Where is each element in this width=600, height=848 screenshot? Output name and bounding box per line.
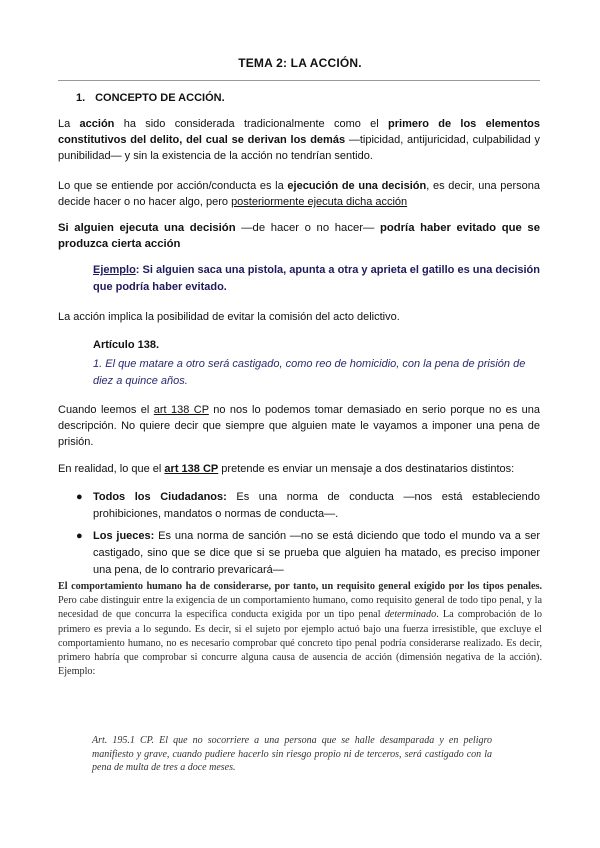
text-run: . La comprobación de lo primero es previa a lo segundo. Es decir, si el sujeto por ejemplo actuó bajo una fuerza irresistible, que excluye el comportamiento humano, no es necesario comprobar qué concreto tipo penal podría considerarse realizado. Es decir, primero habría que comprobar si concurre alguna causa de ausencia de acción (dimensión negativa de la acción). Ejemplo: — [58, 609, 543, 678]
paragraph-art-138 — [58, 402, 540, 450]
text-run: ha sido considerada tradicionalmente como el — [114, 118, 389, 130]
section-number: 1. — [76, 92, 86, 104]
bold-run: El comportamiento humano ha de considerarse, por tanto, un requisito general exigido por los tipos penales. — [58, 581, 542, 592]
underlined-run: posteriormente ejecuta dicha acción — [231, 196, 408, 208]
bold-run: primero de los elementos constitutivos del delito, del cual se derivan los demás — [58, 118, 541, 146]
text-run: —de hacer o no hacer— — [235, 222, 380, 234]
bold-run: ejecución de una decisión — [287, 180, 427, 192]
text-run: , es decir, una persona decide hacer o no hacer algo, pero — [58, 180, 541, 208]
text-run: pretende es enviar un mensaje a dos destinatarios distintos: — [218, 463, 515, 475]
paragraph-destinatarios — [58, 461, 540, 477]
list-item — [76, 528, 540, 579]
paragraph-decision — [58, 220, 540, 252]
example-callout — [93, 262, 540, 296]
text-run: Cuando leemos el — [58, 404, 154, 416]
article-body: 1. El que matare a otro será castigado, como reo de homicidio, con la pena de prisión de diez a quince años. — [93, 358, 526, 387]
text-run: —tipicidad, antijuricidad, culpabilidad y punibilidad— y sin la existencia de la acción no tendrían sentido. — [58, 134, 540, 162]
bold-run: Si alguien ejecuta una decisión — [58, 222, 236, 234]
bold-run: podría haber evitado que se produzca cierta acción — [58, 222, 540, 250]
paragraph-accion-definition — [58, 116, 540, 164]
page-title: TEMA 2: LA ACCIÓN. — [238, 56, 362, 70]
text-run: Pero cabe distinguir entre la exigencia de un comportamiento humano, como requisito general de todo tipo penal, y la necesidad de que concurra la específica conducta exigida por un tipo penal — [58, 595, 542, 621]
bullet-icon: ● — [76, 530, 83, 542]
section-label: CONCEPTO DE ACCIÓN. — [95, 92, 225, 104]
example-text: : Si alguien saca una pistola, apunta a otra y aprieta el gatillo es una decisión que podría haber evitado. — [93, 264, 540, 293]
bullet-label: Todos los Ciudadanos: — [93, 491, 227, 503]
list-item — [76, 489, 540, 523]
italic-run: determinado — [384, 609, 437, 621]
bold-run: acción — [79, 118, 115, 130]
paragraph-accion-conducta — [58, 178, 540, 210]
text-run: no nos lo podemos tomar demasiado en serio porque no es una descripción. No quiere decir que siempre que alguien mate le vayamos a imponer una pena de prisión. — [58, 404, 540, 448]
text-run: En realidad, lo que el — [58, 463, 165, 475]
scanned-article-quote: Art. 195.1 CP. El que no socorriere a una persona que se halle desamparada y en peligro manifiesto y grave, cuando pudiere hacerlo sin riesgo propio ni de terceros, será castigado con la pena de multa de tres a doce meses. — [92, 735, 492, 773]
article-title: Artículo 138. — [93, 339, 160, 351]
bullet-text: Es una norma de conducta —nos está estableciendo prohibiciones, mandatos o normas de conducta—. — [93, 491, 540, 520]
scanned-excerpt-text — [58, 580, 542, 679]
article-reference: art 138 CP — [153, 404, 209, 416]
bullet-text: Es una norma de sanción —no se está diciendo que todo el mundo va a ser castigado, sino que se dice que si se prueba que alguien ha matado, es preciso imponer una pena, de lo contrario prevaricará— — [93, 530, 541, 576]
bullet-icon: ● — [76, 491, 83, 503]
text-run: La — [58, 118, 80, 130]
paragraph-evitar: La acción implica la posibilidad de evitar la comisión del acto delictivo. — [58, 311, 400, 323]
section-heading — [76, 92, 225, 104]
text-run: Lo que se entiende por acción/conducta es la — [58, 180, 288, 192]
example-label: Ejemplo — [93, 264, 136, 276]
bullet-label: Los jueces: — [93, 530, 155, 542]
article-reference: art 138 CP — [164, 463, 219, 475]
title-divider — [58, 80, 540, 81]
